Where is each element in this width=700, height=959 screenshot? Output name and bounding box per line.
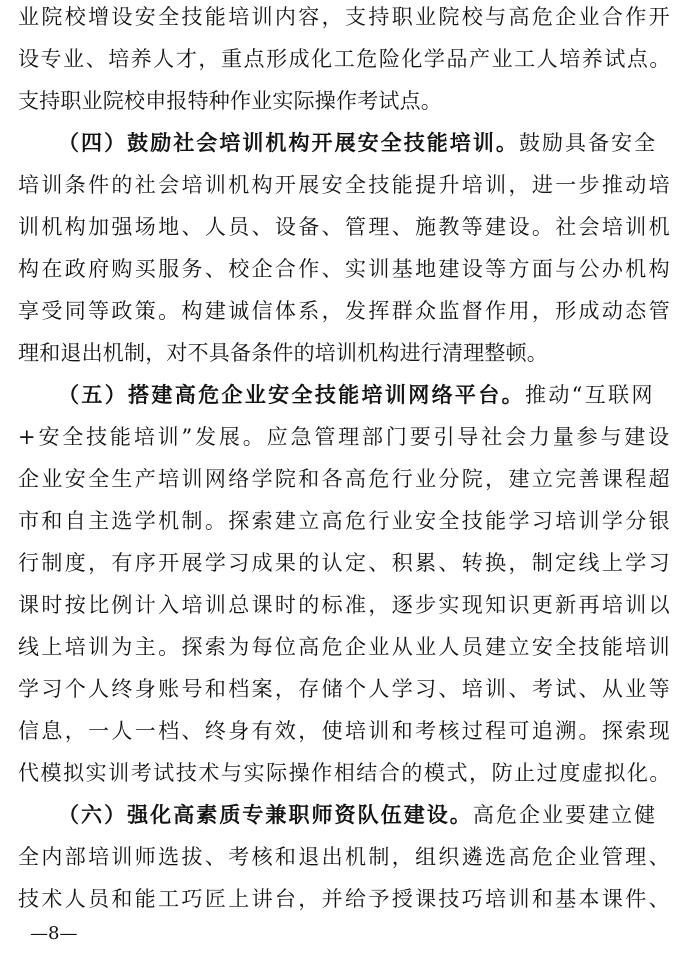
section-6-heading-line: （六）强化高素质专兼职师资队伍建设。高危企业要建立健 xyxy=(58,802,658,827)
section-4-heading: （四）鼓励社会培训机构开展安全技能培训。 xyxy=(58,130,519,155)
text-line-1: 业院校增设安全技能培训内容，支持职业院校与高危企业合作开 xyxy=(18,5,672,29)
page-number: —8— xyxy=(30,923,78,944)
text-line-19: 代模拟实训考试技术与实际操作相结合的模式，防止过度虚拟化。 xyxy=(18,761,672,785)
text-line-11: +安全技能培训”发展。应急管理部门要引导社会力量参与建设 xyxy=(18,425,672,449)
text-line-14: 行制度，有序开展学习成果的认定、积累、转换，制定线上学习 xyxy=(18,551,672,575)
text-line-3: 支持职业院校申报特种作业实际操作考试点。 xyxy=(18,89,442,113)
text-line-15: 课时按比例计入培训总课时的标准，逐步实现知识更新再培训以 xyxy=(18,593,672,617)
section-5-heading-line: （五）搭建高危企业安全技能培训网络平台。推动“互联网 xyxy=(58,382,655,407)
text-line-6: 训机构加强场地、人员、设备、管理、施教等建设。社会培训机 xyxy=(18,215,672,239)
text-line-17: 学习个人终身账号和档案，存储个人学习、培训、考试、从业等 xyxy=(18,677,672,701)
text-line-2: 设专业、培养人才，重点形成化工危险化学品产业工人培养试点。 xyxy=(18,47,672,71)
text-line-12: 企业安全生产培训网络学院和各高危行业分院，建立完善课程超 xyxy=(18,467,672,491)
text-line-18: 信息，一人一档、终身有效，使培训和考核过程可追溯。探索现 xyxy=(18,719,672,743)
text-line-22: 技术人员和能工巧匠上讲台，并给予授课技巧培训和基本课件、 xyxy=(18,887,672,911)
text-line-5: 培训条件的社会培训机构开展安全技能提升培训，进一步推动培 xyxy=(18,173,672,197)
text-line-8: 享受同等政策。构建诚信体系，发挥群众监督作用，形成动态管 xyxy=(18,299,672,323)
text-line-13: 市和自主选学机制。探索建立高危行业安全技能学习培训学分银 xyxy=(18,509,672,533)
text-line-21: 全内部培训师选拔、考核和退出机制，组织遴选高危企业管理、 xyxy=(18,845,672,869)
section-4-heading-line: （四）鼓励社会培训机构开展安全技能培训。鼓励具备安全 xyxy=(58,130,658,155)
text-line-16: 线上培训为主。探索为每位高危企业从业人员建立安全技能培训 xyxy=(18,635,672,659)
text-line-7: 构在政府购买服务、校企合作、实训基地建设等方面与公办机构 xyxy=(18,257,672,281)
section-6-heading: （六）强化高素质专兼职师资队伍建设。 xyxy=(58,802,473,827)
text-line-9: 理和退出机制，对不具备条件的培训机构进行清理整顿。 xyxy=(18,341,548,365)
section-5-heading: （五）搭建高危企业安全技能培训网络平台。 xyxy=(58,382,525,407)
